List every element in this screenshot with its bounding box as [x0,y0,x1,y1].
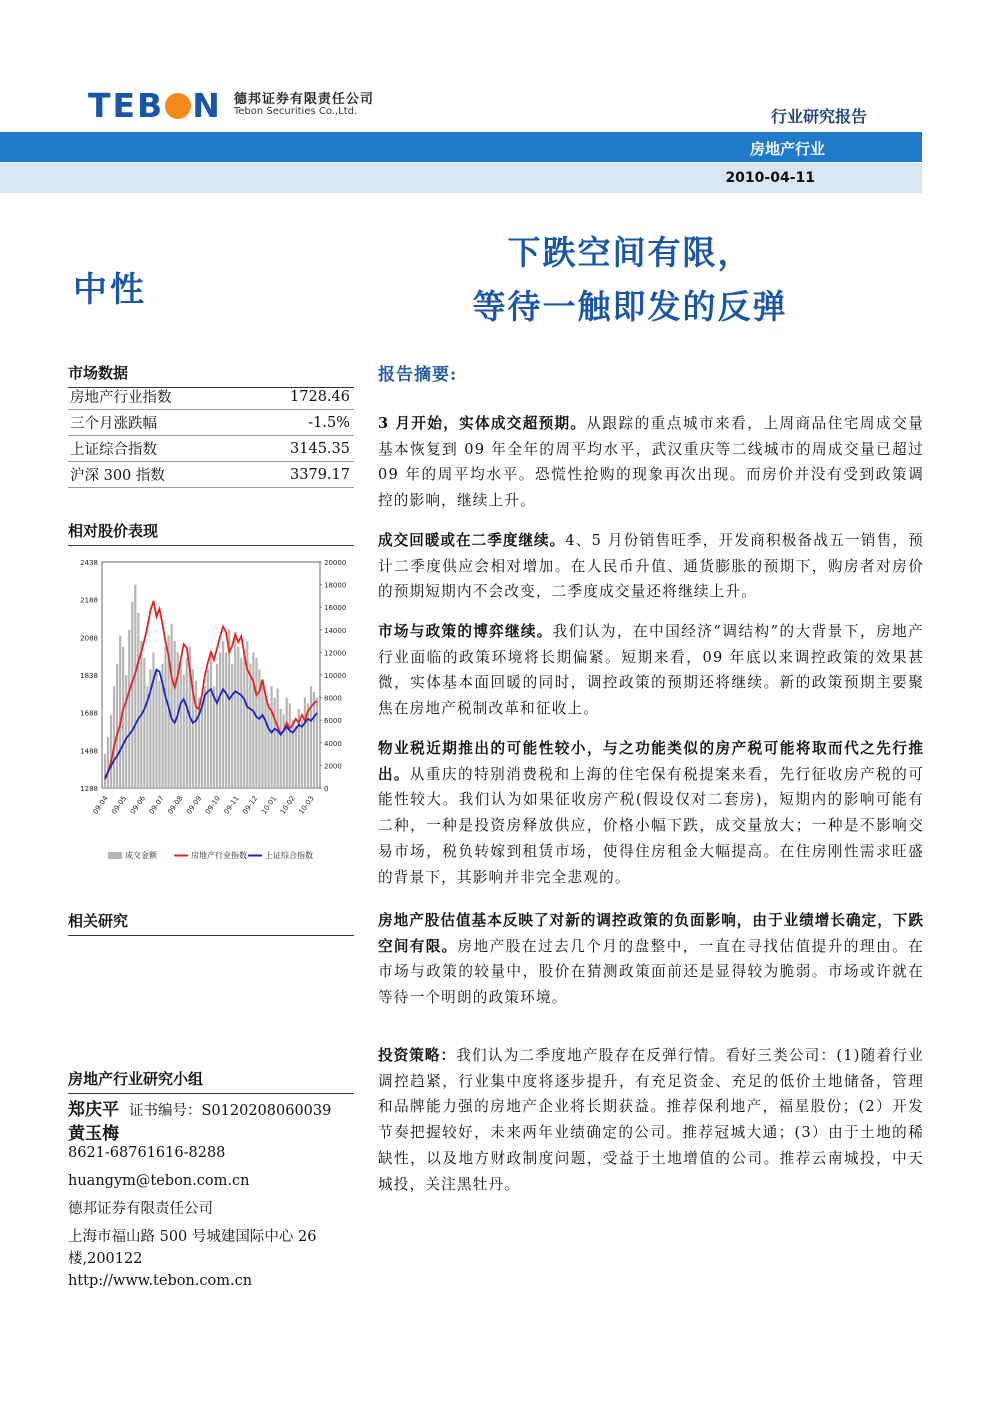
y-right-tick-label: 4000 [324,739,342,748]
report-date: 2010-04-11 [725,170,815,186]
team-heading: 房地产行业研究小组 [68,1068,354,1094]
paragraph-lead: 房地产股估值基本反映了对新的调控政策的负面影响，由于业绩增长确定，下跌空间有限。 [378,912,924,955]
market-data-label: 房地产行业指数 [68,384,245,410]
volume-bar [267,703,269,788]
x-tick-label: 09-12 [241,794,260,816]
x-tick-label: 09-04 [91,794,110,816]
paragraph-body: 从跟踪的重点城市来看，上周商品住宅周成交量基本恢复到 09 年全年的周平均水平，武汉重庆等二线城市的周成交量已超过 09 年的周平均水平。恐慌性抢购的现象再次出现。而房价并没有受到政策调控的影响，继续上升。 [378,415,924,510]
legend-swatch [108,852,122,859]
volume-bar [210,652,212,788]
volume-bar [243,652,245,788]
legend-label: 成交金额 [125,851,157,860]
volume-bar [304,698,306,788]
market-data-label: 沪深 300 指数 [68,462,245,488]
volume-bar [283,715,285,788]
market-data-value: -1.5% [245,410,354,436]
industry-label: 房地产行业 [749,140,825,158]
paragraph-body: 我们认为，在中国经济“调结构”的大背景下，房地产行业面临的政策环境将长期偏紧。短期来看，09 年底以来调控政策的效果甚微，实体基本面回暖的同时，调控政策的预期还将继续。新的政策预期主要聚焦在房地产税制改革和征收上。 [378,623,924,718]
y-left-tick-label: 1488 [80,747,98,756]
y-right-tick-label: 10000 [324,672,347,680]
title-line-2: 等待一触即发的反弹 [472,287,788,326]
volume-bar [310,686,312,788]
paragraph-lead: 3 月开始，实体成交超预期。 [378,415,587,432]
related-research-heading: 相关研究 [68,910,354,936]
paragraph-body: 我们认为二季度地产股存在反弹行情。看好三类公司：(1)随着行业调控趋紧，行业集中度将逐步提升，有充足资金、充足的低价土地储备，管理和品牌能力强的房地产企业将长期获益。推荐保利地产，福星股份；(2）开发节奏把握较好，未来两年业绩确定的公司。推荐冠城大通；(3）由于土地的稀缺性，以及地方财政制度问题，受益于土地增值的公司。推荐云南城投，中天城投，关注黑牡丹。 [378,1047,924,1193]
y-right-tick-label: 12000 [324,649,347,658]
relative-price-chart [68,550,358,880]
paragraph-body: 房地产股在过去几个月的盘整中，一直在寻找估值提升的理由。在市场与政策的较量中，股价在猜测政策面前还是显得较为脆弱。市场或许就在等待一个明朗的政策环境。 [378,937,924,1007]
volume-bar [186,658,188,788]
volume-bar [225,652,227,788]
volume-bar [174,641,176,788]
paragraph-lead: 市场与政策的博弈继续。 [378,623,553,640]
volume-bar [143,658,145,788]
y-left-tick-label: 1288 [80,785,98,793]
market-data-label: 三个月涨跌幅 [68,410,245,436]
volume-bar [171,624,173,788]
volume-bar [270,686,272,788]
volume-bar [277,689,279,788]
x-tick-label: 09-05 [110,794,129,816]
volume-bar [137,613,139,788]
market-data-table [68,384,354,488]
market-data-value: 1728.46 [245,384,354,410]
volume-bar [183,675,185,788]
summary-paragraph [378,736,924,890]
volume-bar [231,664,233,788]
rating: 中性 [73,270,147,310]
y-left-tick-label: 2088 [80,634,98,643]
volume-bar [222,641,224,788]
y-right-tick-label: 2000 [324,762,342,771]
volume-bar [125,675,127,788]
volume-bar [131,602,133,788]
report-title [440,226,820,334]
volume-bar [289,703,291,788]
y-right-tick-label: 8000 [324,694,342,703]
x-tick-label: 10-01 [259,794,279,816]
paragraph-lead: 物业税近期推出的可能性较小，与之功能类似的房产税可能将取而代之先行推出。 [378,740,924,783]
logo-en-name: Tebon Securities Co.,Ltd. [233,105,358,117]
paragraph-lead: 成交回暖或在二季度继续。 [378,532,566,549]
volume-bar [195,681,197,788]
y-left-tick-label: 1688 [80,709,98,718]
volume-bar [110,715,112,788]
volume-bar [134,585,136,788]
summary-paragraph [378,908,924,1011]
tebon-logo [88,85,374,125]
volume-bar [295,726,297,788]
volume-bar [164,647,166,788]
volume-bar [180,664,182,788]
logo-wordmark: TEB N [88,85,222,125]
y-right-tick-label: 14000 [324,626,347,635]
website-link[interactable]: http://www.tebon.com.cn [68,1273,253,1289]
volume-bar [255,658,257,788]
volume-bar [113,686,115,788]
market-data-value: 3379.17 [245,462,354,488]
x-tick-label: 10-03 [297,794,316,816]
summary-paragraph [378,1043,924,1197]
analyst-1 [68,1095,331,1120]
title-line-1: 下跌空间有限， [507,233,753,272]
volume-bar [234,635,236,788]
performance-heading: 相对股价表现 [68,520,354,546]
report-type: 行业研究报告 [770,107,867,126]
volume-bar [264,692,266,788]
summary-heading: 报告摘要: [378,365,458,385]
phone: 8621-68761616-8288 [68,1145,226,1161]
volume-bar [274,698,276,788]
market-data-row [68,436,354,462]
volume-bar [252,652,254,788]
paragraph-body: 从重庆的特别消费税和上海的住宅保有税提案来看，先行征收房产税的可能性较大。我们认为如果征收房产税(假设仅对二套房)，短期内的影响可能有二种，一种是投资房释放供应，价格小幅下跌，成交量放大；一种是不影响交易市场，税负转嫁到租赁市场，使得住房租金大幅提高。在住房刚性需求旺盛的背景下，其影响并非完全悲观的。 [378,765,924,886]
address: 上海市福山路 500 号城建国际中心 26 楼,200122 [68,1229,317,1267]
volume-bar [280,709,282,788]
volume-bar [313,692,315,788]
volume-bar [207,669,209,788]
y-right-tick-label: 6000 [324,717,342,726]
volume-bar [240,658,242,788]
x-tick-label: 09-08 [166,794,185,816]
volume-bar [286,698,288,788]
x-tick-label: 09-11 [222,794,241,816]
summary-paragraph [378,528,924,605]
summary-paragraph [378,619,924,722]
y-right-tick-label: 18000 [324,581,347,590]
company-name: 德邦证券有限责任公司 [68,1201,213,1217]
y-left-tick-label: 2188 [80,596,98,605]
logo-company-name [234,93,374,117]
market-data-row [68,410,354,436]
logo-cn-name: 德邦证券有限责任公司 [233,91,374,107]
volume-bar [201,703,203,788]
volume-bar [158,681,160,788]
volume-bar [237,647,239,788]
analyst-1-name: 郑庆平 [68,1100,119,1120]
volume-bar [104,754,106,788]
y-right-tick-label: 0 [324,785,329,793]
analyst-1-cert: 证书编号：S0120208060039 [129,1103,332,1119]
legend-label: 上证综合指数 [265,851,313,860]
volume-bar [249,664,251,788]
x-tick-label: 10-02 [278,794,297,816]
market-data-heading: 市场数据 [68,362,354,388]
volume-bar [213,686,215,788]
volume-bar [119,635,121,788]
logo-o-circle-icon [165,93,191,119]
legend-label: 房地产行业指数 [191,851,247,860]
market-data-value: 3145.35 [245,436,354,462]
volume-bar [152,652,154,788]
volume-bar [128,630,130,788]
email-link[interactable]: huangym@tebon.com.cn [68,1173,250,1189]
volume-bar [316,698,318,788]
x-tick-label: 09-10 [203,794,223,816]
industry-bar [0,132,922,162]
volume-bar [116,664,118,788]
volume-bar [216,664,218,788]
y-right-tick-label: 16000 [324,604,347,613]
analyst-2-name: 黄玉梅 [68,1124,119,1144]
market-data-label: 上证综合指数 [68,436,245,462]
volume-bar [219,652,221,788]
summary-paragraph [378,411,924,514]
volume-bar [107,737,109,788]
paragraph-body: 4、5 月份销售旺季，开发商积极备战五一销售，预计二季度供应会相对增加。在人民币升值、通货膨胀的预期下，购房者对房价的预期短期内不会改变，二季度成交量还将继续上升。 [378,532,924,601]
market-data-row [68,384,354,410]
volume-bar [301,720,303,788]
x-tick-label: 09-09 [185,794,204,816]
x-tick-label: 09-06 [128,794,148,816]
y-left-tick-label: 2438 [80,559,98,567]
paragraph-lead: 投资策略： [378,1047,457,1064]
y-left-tick-label: 1838 [80,672,98,680]
y-right-tick-label: 20000 [324,559,347,567]
x-tick-label: 09-07 [147,794,166,816]
market-data-row [68,462,354,488]
volume-bar [261,681,263,788]
date-bar [0,163,922,193]
volume-bar [155,669,157,788]
